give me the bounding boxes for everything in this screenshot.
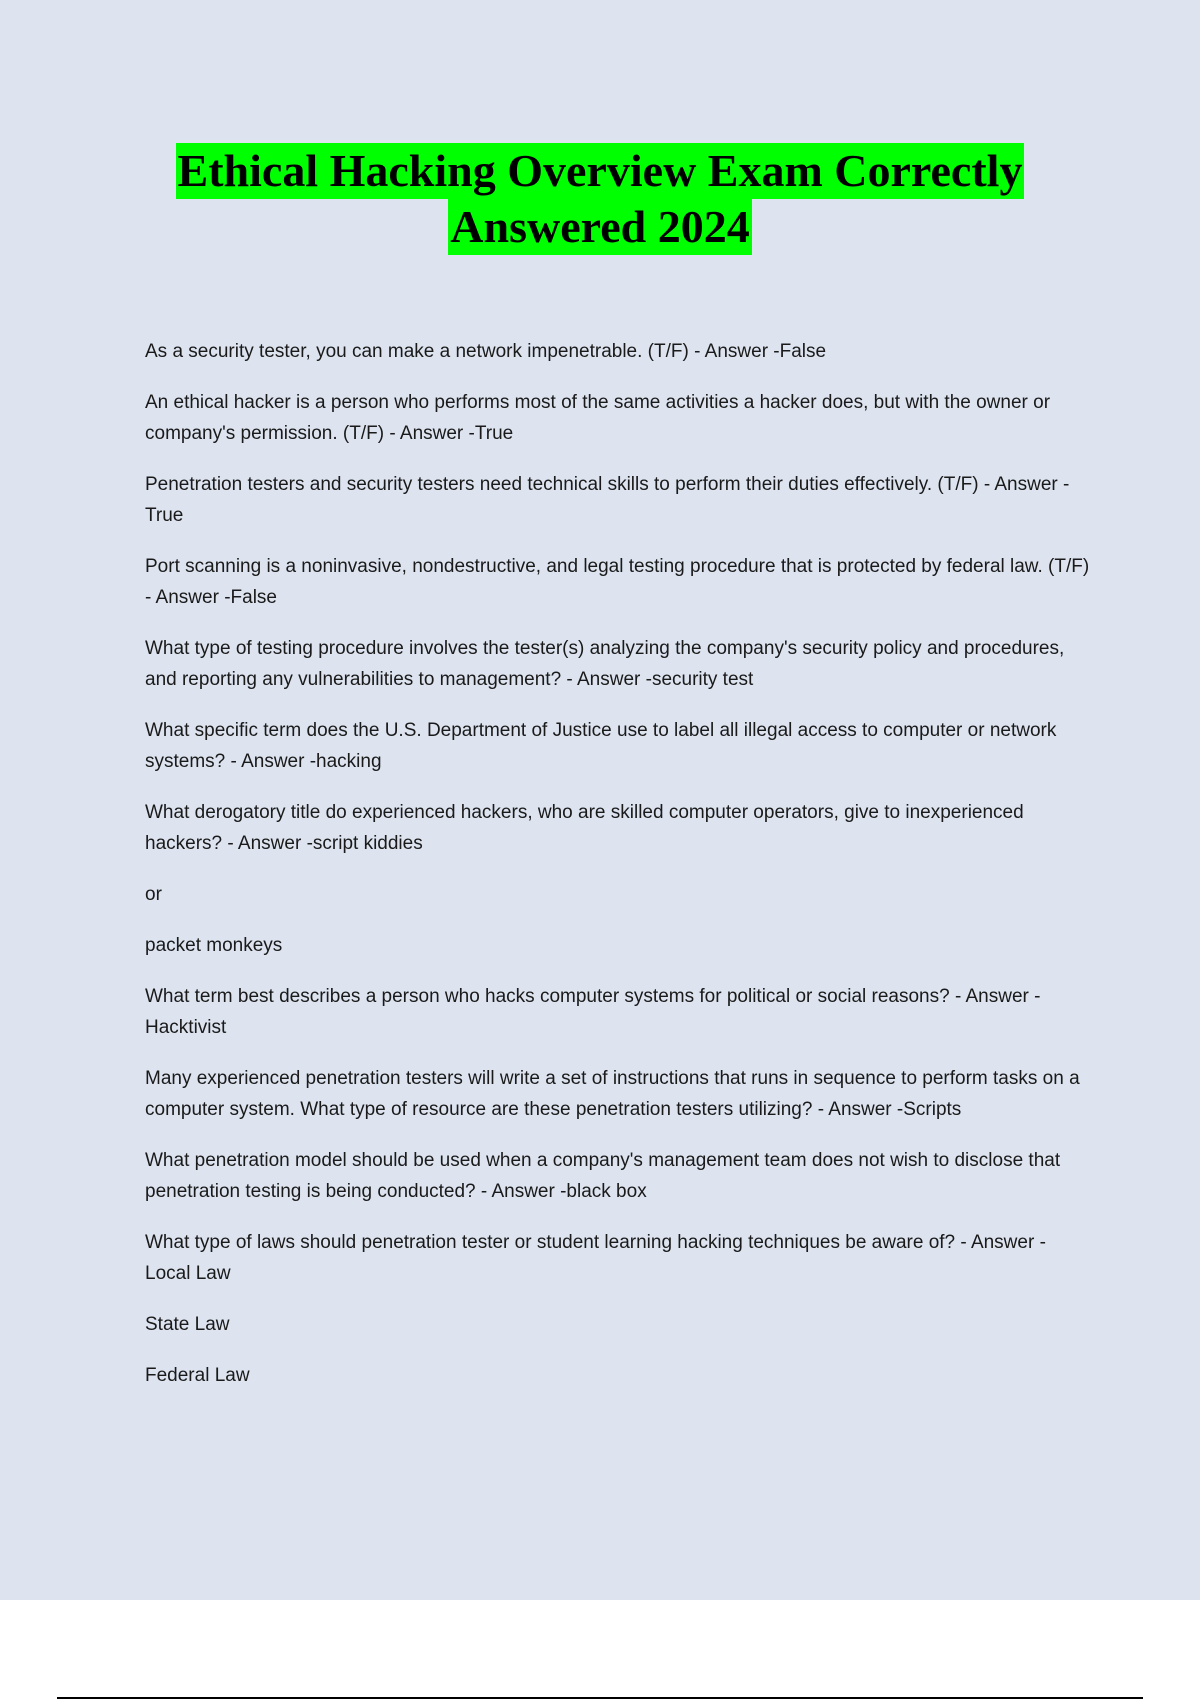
paragraph: What type of testing procedure involves the tester(s) analyzing the company's security policy and procedures, and reporting any vulnerabilities to management? - Answer -security test	[145, 638, 1065, 690]
document-body	[145, 336, 1090, 1411]
paragraph: Many experienced penetration testers will write a set of instructions that runs in sequence to perform tasks on a computer system. What type of resource are these penetration testers utilizing? - Answer -Scripts	[145, 1068, 1080, 1120]
paragraph: What type of laws should penetration tester or student learning hacking techniques be aware of? - Answer -Local Law	[145, 1232, 1046, 1284]
paragraph: What term best describes a person who hacks computer systems for political or social reasons? - Answer -Hacktivist	[145, 986, 1041, 1038]
paragraph: Penetration testers and security testers need technical skills to perform their duties effectively. (T/F) - Answer -True	[145, 474, 1070, 526]
footer-divider	[57, 1697, 1143, 1699]
paragraph: As a security tester, you can make a network impenetrable. (T/F) - Answer -False	[145, 341, 827, 362]
paragraph: An ethical hacker is a person who performs most of the same activities a hacker does, but with the owner or company's permission. (T/F) - Answer -True	[145, 392, 1051, 444]
title-line-1: Ethical Hacking Overview Exam Correctly	[176, 143, 1025, 199]
document-title	[0, 143, 1200, 255]
paragraph: packet monkeys	[145, 935, 283, 956]
paragraph: or	[145, 884, 162, 905]
paragraph: Port scanning is a noninvasive, nondestructive, and legal testing procedure that is protected by federal law. (T/F) - Answer -False	[145, 556, 1090, 608]
paragraph: What penetration model should be used when a company's management team does not wish to disclose that penetration testing is being conducted? - Answer -black box	[145, 1150, 1061, 1202]
paragraph: Federal Law	[145, 1365, 250, 1386]
paragraph: State Law	[145, 1314, 230, 1335]
paragraph: What specific term does the U.S. Department of Justice use to label all illegal access to computer or network systems? - Answer -hacking	[145, 720, 1057, 772]
paragraph: What derogatory title do experienced hackers, who are skilled computer operators, give to inexperienced hackers? - Answer -script kiddies	[145, 802, 1024, 854]
title-line-2: Answered 2024	[448, 199, 751, 255]
